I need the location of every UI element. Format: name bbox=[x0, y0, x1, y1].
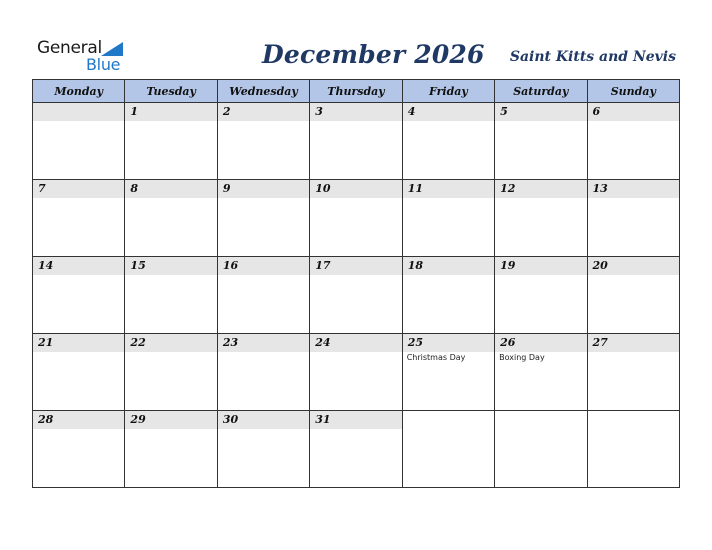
day-number-bar bbox=[125, 257, 216, 275]
day-number-bar bbox=[588, 180, 679, 198]
day-number: 17 bbox=[315, 259, 331, 272]
day-number-bar bbox=[310, 180, 401, 198]
day-cell[interactable] bbox=[495, 334, 587, 411]
day-number-bar bbox=[310, 257, 401, 275]
day-number: 16 bbox=[222, 259, 239, 272]
day-number: 30 bbox=[222, 413, 239, 426]
day-number-bar bbox=[310, 334, 401, 352]
day-number: 12 bbox=[500, 182, 516, 195]
day-number-bar bbox=[33, 257, 124, 275]
weekday-header: Monday bbox=[33, 80, 125, 103]
day-cell[interactable] bbox=[310, 334, 402, 411]
day-number: 23 bbox=[222, 336, 239, 349]
day-number: 13 bbox=[592, 182, 608, 195]
day-cell[interactable] bbox=[587, 334, 679, 411]
day-number-bar bbox=[403, 334, 494, 352]
day-cell[interactable] bbox=[402, 257, 494, 334]
month-calendar bbox=[32, 79, 680, 488]
day-number-bar bbox=[218, 334, 309, 352]
day-cell[interactable] bbox=[310, 180, 402, 257]
weekday-header: Friday bbox=[402, 80, 494, 103]
day-number-bar bbox=[403, 180, 494, 198]
day-cell[interactable] bbox=[125, 103, 217, 180]
day-number-bar bbox=[125, 411, 216, 429]
generalblue-logo[interactable] bbox=[37, 38, 137, 78]
day-number-bar bbox=[495, 334, 586, 352]
day-number-bar bbox=[588, 257, 679, 275]
week-row bbox=[33, 411, 680, 488]
day-cell[interactable] bbox=[310, 411, 402, 488]
day-number: 18 bbox=[407, 259, 423, 272]
day-cell[interactable] bbox=[495, 411, 587, 488]
country-name: Saint Kitts and Nevis bbox=[509, 49, 676, 65]
day-number: 5 bbox=[500, 105, 508, 118]
day-cell[interactable] bbox=[402, 334, 494, 411]
weekday-header-row bbox=[33, 80, 680, 103]
day-cell[interactable] bbox=[217, 180, 309, 257]
day-number-bar bbox=[33, 180, 124, 198]
day-cell[interactable] bbox=[125, 180, 217, 257]
day-number: 4 bbox=[407, 105, 416, 118]
day-cell[interactable] bbox=[217, 334, 309, 411]
day-cell[interactable] bbox=[495, 180, 587, 257]
day-number-bar bbox=[403, 257, 494, 275]
weekday-header: Wednesday bbox=[217, 80, 309, 103]
day-number: 1 bbox=[130, 105, 139, 118]
day-number-bar bbox=[310, 411, 401, 429]
day-number: 9 bbox=[222, 182, 231, 195]
day-cell[interactable] bbox=[33, 334, 125, 411]
day-number: 19 bbox=[500, 259, 516, 272]
day-number: 7 bbox=[38, 182, 46, 195]
day-cell[interactable] bbox=[33, 257, 125, 334]
day-cell[interactable] bbox=[125, 257, 217, 334]
day-number: 27 bbox=[592, 336, 608, 349]
holiday-label: Boxing Day bbox=[499, 353, 545, 362]
day-cell[interactable] bbox=[125, 411, 217, 488]
calendar-body bbox=[33, 103, 680, 488]
day-number: 24 bbox=[315, 336, 331, 349]
day-number-bar bbox=[218, 180, 309, 198]
day-cell[interactable] bbox=[310, 257, 402, 334]
day-cell[interactable] bbox=[217, 103, 309, 180]
day-number: 22 bbox=[130, 336, 146, 349]
day-cell[interactable] bbox=[495, 257, 587, 334]
day-number-bar bbox=[588, 103, 679, 121]
weekday-header: Sunday bbox=[587, 80, 679, 103]
day-number: 14 bbox=[38, 259, 54, 272]
day-number: 6 bbox=[592, 105, 601, 118]
week-row bbox=[33, 103, 680, 180]
day-number: 8 bbox=[130, 182, 139, 195]
day-number-bar bbox=[495, 180, 586, 198]
day-cell[interactable] bbox=[125, 334, 217, 411]
day-cell[interactable] bbox=[33, 103, 125, 180]
day-number: 2 bbox=[222, 105, 231, 118]
day-number-bar bbox=[125, 334, 216, 352]
day-number-bar bbox=[33, 411, 124, 429]
day-number: 25 bbox=[407, 336, 423, 349]
day-number-bar bbox=[218, 257, 309, 275]
day-cell[interactable] bbox=[587, 411, 679, 488]
day-number-bar bbox=[495, 257, 586, 275]
day-number-bar bbox=[495, 103, 586, 121]
day-cell[interactable] bbox=[310, 103, 402, 180]
day-number: 3 bbox=[315, 105, 323, 118]
day-cell[interactable] bbox=[495, 103, 587, 180]
day-number-bar bbox=[218, 103, 309, 121]
day-number: 28 bbox=[38, 413, 54, 426]
day-cell[interactable] bbox=[217, 411, 309, 488]
day-number-bar bbox=[403, 103, 494, 121]
day-number-bar bbox=[125, 180, 216, 198]
day-number: 10 bbox=[315, 182, 331, 195]
weekday-header: Saturday bbox=[495, 80, 587, 103]
day-cell[interactable] bbox=[402, 103, 494, 180]
day-cell[interactable] bbox=[587, 180, 679, 257]
day-number-bar bbox=[310, 103, 401, 121]
logo-text-blue: Blue bbox=[86, 55, 121, 74]
day-number-bar bbox=[218, 411, 309, 429]
day-cell[interactable] bbox=[402, 411, 494, 488]
week-row bbox=[33, 180, 680, 257]
day-number: 15 bbox=[130, 259, 146, 272]
day-number-bar bbox=[125, 103, 216, 121]
weekday-header: Tuesday bbox=[125, 80, 217, 103]
day-cell[interactable] bbox=[587, 257, 679, 334]
day-cell[interactable] bbox=[33, 411, 125, 488]
day-number: 20 bbox=[592, 259, 608, 272]
day-number-bar bbox=[33, 334, 124, 352]
logo-text-general: General bbox=[37, 38, 102, 58]
day-cell[interactable] bbox=[33, 180, 125, 257]
day-number-bar bbox=[33, 103, 124, 121]
day-number: 21 bbox=[38, 336, 54, 349]
holiday-label: Christmas Day bbox=[406, 353, 466, 362]
day-number: 31 bbox=[315, 413, 331, 426]
logo-flag-icon bbox=[101, 42, 123, 56]
page-title: December 2026 bbox=[262, 40, 485, 69]
day-number-bar bbox=[588, 334, 679, 352]
day-number: 11 bbox=[407, 182, 423, 195]
day-number: 29 bbox=[130, 413, 146, 426]
day-cell[interactable] bbox=[217, 257, 309, 334]
week-row bbox=[33, 334, 680, 411]
day-cell[interactable] bbox=[402, 180, 494, 257]
day-cell[interactable] bbox=[587, 103, 679, 180]
week-row bbox=[33, 257, 680, 334]
weekday-header: Thursday bbox=[310, 80, 402, 103]
day-number: 26 bbox=[500, 336, 516, 349]
